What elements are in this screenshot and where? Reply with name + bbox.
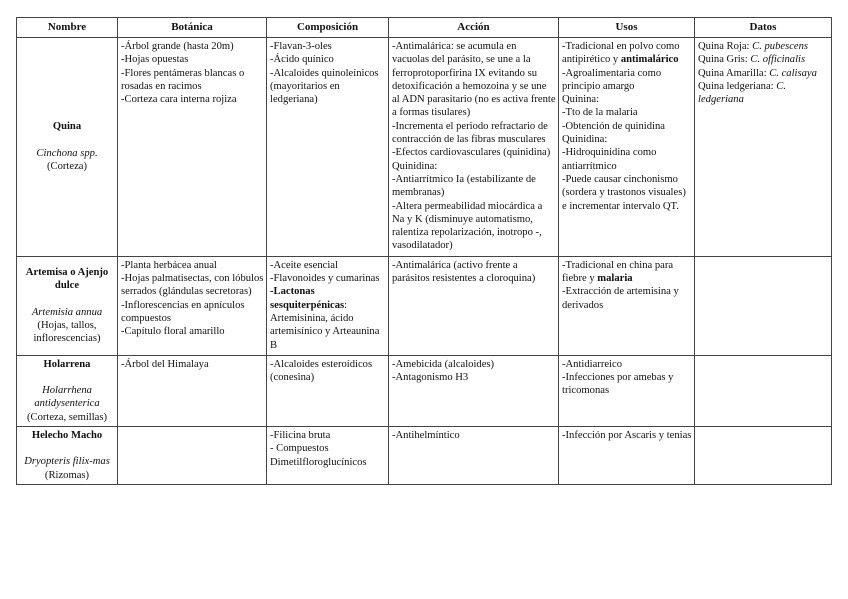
accion-line: -Antimalárica (activo frente a parásitos resistentes a cloroquina) [392, 259, 536, 285]
plant-scientific-name: Cinchona spp. [36, 147, 98, 159]
usos-line: Quinina: [562, 94, 600, 106]
usos-line: -Obtención de quinidina [562, 120, 665, 132]
datos-line [698, 80, 829, 107]
plant-cell [17, 355, 118, 426]
datos-line [698, 40, 829, 53]
accion-line: -Amebicida (alcaloides) [392, 358, 495, 370]
datos-label: Quina Amarilla: [698, 67, 770, 79]
usos-bold-term: antimalárico [620, 54, 679, 66]
table-row [17, 355, 832, 426]
datos-species: C. ledgeriana [698, 80, 786, 106]
botanica-line: -Hojas opuestas [121, 54, 189, 66]
composicion-line: -Flavan-3-oles [270, 41, 332, 52]
table-row [17, 38, 832, 257]
accion-cell [389, 355, 559, 426]
header-botanica: Botánica [118, 18, 267, 38]
botanica-line: -Corteza cara interna rojiza [121, 94, 237, 106]
accion-line: -Antagonismo H3 [392, 372, 469, 384]
table-row [17, 427, 832, 485]
datos-cell [695, 427, 832, 485]
accion-line: -Antihelmíntico [392, 430, 460, 442]
header-accion: Acción [389, 18, 559, 38]
header-composicion: Composición [267, 18, 389, 38]
accion-cell [389, 38, 559, 257]
datos-species: C. pubescens [752, 41, 809, 52]
botanica-cell [118, 355, 267, 426]
plant-cell [17, 256, 118, 355]
usos-line: -Infección por Ascaris y tenias [562, 430, 692, 442]
usos-line: -Infecciones por amebas y tricomonas [562, 372, 674, 397]
composicion-bold-term: -Lactonas sesquiterpénicas [270, 286, 345, 311]
botanica-cell [118, 427, 267, 485]
datos-cell [695, 355, 832, 426]
botanica-line: -Árbol grande (hasta 20m) [121, 41, 234, 52]
usos-line: -Antidiarreico [562, 358, 623, 370]
accion-cell [389, 427, 559, 485]
plant-part: (Hojas, tallos, inflorescencias) [33, 319, 101, 345]
botanica-line: -Árbol del Himalaya [121, 358, 209, 370]
botanica-cell [118, 256, 267, 355]
plant-cell [17, 427, 118, 485]
composicion-cell [267, 256, 389, 355]
botanica-cell [118, 38, 267, 257]
usos-line: -Agroalimentaria como principio amargo [562, 67, 662, 92]
usos-text: -Tradicional en china para fiebre y [562, 259, 674, 285]
composicion-line: - Compuestos Dimetilfloroglucínicos [270, 443, 367, 468]
usos-line [562, 259, 692, 286]
usos-cell [559, 256, 695, 355]
composicion-line: -Alcaloides esteroídicos (conesina) [270, 358, 373, 384]
usos-line: -Extracción de artemisina y derivados [562, 286, 679, 311]
botanica-line: -Planta herbácea anual [121, 259, 217, 271]
plant-part: (Rizomas) [44, 469, 90, 481]
usos-line: -Hidroquinidina como antiarrítmico [562, 147, 657, 172]
botanica-line: -Capítulo floral amarillo [121, 326, 225, 338]
header-nombre: Nombre [17, 18, 118, 38]
table-header-row [17, 18, 832, 38]
composicion-line: -Filicina bruta [270, 430, 331, 442]
accion-line: -Antiarrítmico Ia (estabilizante de membranas) [392, 173, 536, 199]
datos-label: Quina Gris: [698, 54, 751, 66]
plant-scientific-name: Artemisia annua [31, 306, 103, 318]
usos-line: -Tto de la malaria [562, 107, 638, 119]
usos-line [562, 40, 692, 67]
datos-label: Quina ledgeriana: [698, 80, 777, 92]
datos-line [698, 67, 829, 80]
composicion-cell [267, 427, 389, 485]
plant-name: Artemisa o Ajenjo dulce [25, 267, 109, 292]
composicion-line: -Aceite esencial [270, 259, 338, 271]
composicion-cell [267, 355, 389, 426]
plant-name: Quina [52, 121, 82, 133]
plant-name: Helecho Macho [31, 430, 103, 442]
datos-cell [695, 38, 832, 257]
usos-cell [559, 355, 695, 426]
composicion-line [270, 285, 386, 351]
datos-cell [695, 256, 832, 355]
composicion-line: -Alcaloides quinoleínicos (mayoritarios en ledgeriana) [270, 67, 379, 106]
usos-line: Quinidina: [562, 134, 608, 146]
plant-cell [17, 38, 118, 257]
accion-line: -Efectos cardiovasculares (quinidina) [392, 147, 551, 159]
composicion-line: -Flavonoides y cumarinas [270, 273, 380, 285]
usos-text: -Tradicional en polvo como antipirético y [562, 41, 680, 66]
plant-part: (Corteza, semillas) [26, 411, 107, 423]
plant-scientific-name: Holarrhena antidysenterica [34, 385, 100, 410]
composicion-cell [267, 38, 389, 257]
accion-line: Quinidina: [392, 160, 438, 172]
usos-bold-term: malaria [597, 273, 633, 285]
datos-species: C. officinalis [750, 54, 806, 66]
botanica-line: -Hojas palmatisectas, con lóbulos serrados (glándulas secretoras) [121, 273, 264, 298]
accion-line: -Antimalárica: se acumula en vacuolas del parásito, se une a la ferroprotoporfirina IX evitando su detoxificación a hemozoina y se une al ADN parasitario (no es activa frente a formas tisulares) [392, 41, 556, 119]
plant-scientific-name: Dryopteris filix-mas [24, 456, 110, 468]
accion-line: -Altera permeabilidad miocárdica a Na y K (disminuye automatismo, ralentiza repolarización, inotropo -, vasodilatador) [392, 200, 543, 252]
accion-cell [389, 256, 559, 355]
datos-line [698, 53, 829, 66]
header-datos: Datos [695, 18, 832, 38]
botanica-line: -Flores pentámeras blancas o rosadas en racimos [121, 67, 245, 92]
accion-line: -Incrementa el periodo refractario de contracción de las fibras musculares [392, 120, 548, 146]
composicion-text: : Artemisinina, ácido artemisínico y Arteaunina B [270, 299, 380, 351]
table-row [17, 256, 832, 355]
usos-cell [559, 427, 695, 485]
datos-species: C. calisaya [769, 67, 817, 79]
plants-table [16, 17, 832, 485]
usos-cell [559, 38, 695, 257]
botanica-line: -Inflorescencias en apnículos compuestos [121, 299, 245, 324]
datos-label: Quina Roja: [698, 41, 753, 52]
composicion-line: -Ácido quínico [270, 54, 334, 66]
plant-part: (Corteza) [47, 161, 87, 173]
header-usos: Usos [559, 18, 695, 38]
plant-name: Holarrena [43, 358, 91, 370]
usos-line: -Puede causar cinchonismo (sordera y trastonos visuales) e incrementar intervalo QT. [562, 173, 686, 212]
